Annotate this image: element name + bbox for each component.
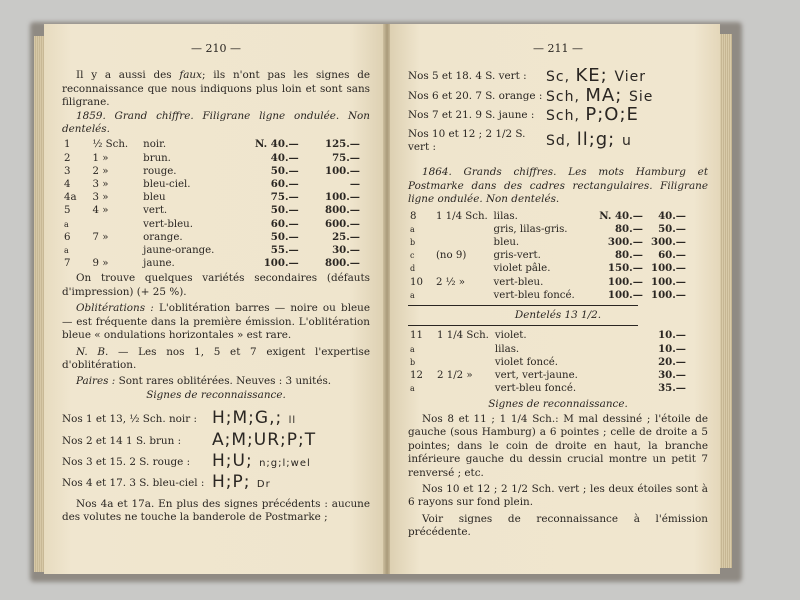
table-cell: 12 [410, 370, 423, 382]
sign-label: Nos 4 et 17. 3 S. bleu-ciel : [62, 477, 205, 490]
table-cell: 20.— [658, 355, 686, 368]
table-cell [605, 343, 636, 356]
handwritten-sign: H;M;G,; ll [212, 408, 297, 429]
table-cell: 2 ½ » [435, 276, 466, 288]
table-cell: rouge. [143, 165, 177, 177]
table-cell: vert, vert-jaune. [494, 370, 578, 382]
signs-paragraph-3: Voir signes de reconnaissance à l'émission précédente. [408, 512, 708, 539]
table-row [62, 231, 362, 244]
table-cell: bleu. [493, 237, 520, 249]
sign-label: Nos 7 et 21. 9 S. jaune : [408, 109, 535, 122]
table-cell [605, 369, 636, 382]
table-cell [434, 223, 492, 236]
table-cell: 300.— [651, 236, 686, 249]
table-cell: 6 [64, 231, 71, 243]
handwritten-sign: Sch, P;O;E [546, 104, 639, 126]
table-cell: 50.— [270, 164, 299, 177]
table-cell: vert-bleu. [143, 218, 193, 230]
sign-row [408, 128, 708, 155]
table-cell [605, 329, 636, 342]
table-cell: jaune-orange. [143, 245, 215, 257]
table-cell: vert-bleu foncé. [493, 289, 575, 301]
stamp-table-1859 [62, 138, 362, 270]
table-cell: a [410, 384, 415, 394]
table-cell: 2 1/2 » [437, 370, 473, 382]
table-cell: 11 [410, 330, 423, 342]
handwritten-sign: H;P; Dr [212, 472, 271, 493]
table-cell: 150.— [607, 262, 643, 275]
table-row [408, 382, 688, 395]
table-cell: 50.— [270, 204, 299, 217]
right-page [390, 24, 720, 574]
table-cell: 75.— [332, 151, 360, 164]
right-page-edges [718, 34, 732, 568]
table-cell [91, 244, 142, 257]
table-cell: 3 [64, 165, 71, 177]
table-cell: noir. [143, 139, 167, 151]
table-cell: 60.— [270, 217, 299, 230]
left-page [44, 24, 384, 574]
table-row [62, 165, 362, 178]
divider [408, 305, 638, 306]
table-row [408, 356, 688, 369]
table-row [62, 244, 362, 257]
table-row [408, 276, 688, 289]
sign-label: Nos 3 et 15. 2 S. rouge : [62, 455, 191, 468]
table-cell: 80.— [614, 249, 643, 262]
table-cell: 75.— [270, 191, 299, 204]
sign-row [408, 84, 708, 106]
table-cell: 4 [64, 179, 71, 191]
table-row [62, 204, 362, 217]
table-cell: lilas. [493, 210, 518, 222]
table-cell: b [410, 238, 416, 248]
table-cell: 80.— [614, 222, 643, 235]
intro-paragraph: Il y a aussi des faux; ils n'ont pas les signes de reconnaissance que nous indiquons plus loin et sont sans filigrane. [62, 69, 370, 109]
table-cell [435, 356, 493, 369]
table-cell [435, 343, 493, 356]
table-cell: jaune. [143, 258, 175, 270]
table-cell: 100.— [607, 275, 643, 288]
table-cell: 10.— [658, 342, 686, 355]
table-cell: 7 [64, 258, 71, 270]
table-cell: 100.— [607, 288, 643, 301]
table-cell: violet. [494, 330, 527, 342]
table-cell: a [410, 344, 415, 354]
table-row [62, 218, 362, 231]
stamp-table-perforated [408, 329, 688, 395]
table-cell: 1 1/4 Sch. [435, 210, 488, 222]
table-cell: bleu [143, 192, 166, 204]
sign-row [408, 104, 708, 126]
table-cell: gris, lilas-gris. [493, 223, 568, 235]
table-cell [435, 382, 493, 395]
signs-title: Signes de reconnaissance. [488, 397, 628, 410]
table-cell: a [64, 246, 69, 256]
signs-list [408, 65, 708, 154]
table-row [408, 249, 688, 262]
table-cell: 4 » [92, 205, 109, 217]
table-cell [605, 382, 636, 395]
sign-label: Nos 1 et 13, ½ Sch. noir : [62, 413, 198, 426]
sign-label: Nos 6 et 20. 7 S. orange : [408, 89, 543, 102]
handwritten-sign: A;M;UR;P;T [212, 429, 317, 450]
nb-paragraph: N. B. — Les nos 1, 5 et 7 exigent l'expertise d'oblitération. [62, 345, 370, 371]
sign-label: Nos 10 et 12 ; 2 1/2 S. vert : [408, 127, 526, 154]
table-cell: — [349, 178, 360, 191]
table-cell: violet pâle. [493, 263, 551, 275]
table-row [408, 236, 688, 249]
table-cell: 35.— [658, 382, 686, 395]
table-cell: 1 [64, 139, 71, 151]
section-heading: 1864. Grands chiffres. Les mots Hamburg et Postmarke dans des cadres rectangulaires. Filigrane ligne ondulée. Non dentelés. [408, 166, 708, 206]
table-cell: 100.— [263, 257, 299, 270]
table-row [62, 191, 362, 204]
sign-label: Nos 2 et 14 1 S. brun : [62, 434, 182, 447]
page-number: — 210 — [191, 42, 241, 55]
sign-row [62, 450, 370, 471]
table-row [408, 369, 688, 382]
subheading: Dentelés 13 1/2. [514, 309, 602, 322]
table-cell: b [410, 357, 416, 367]
stamp-table-1864 [408, 210, 688, 302]
table-cell: 40.— [658, 209, 686, 222]
table-cell [434, 262, 492, 275]
table-cell [91, 218, 142, 231]
handwritten-sign: Sch, MA; Sie [546, 84, 654, 106]
handwritten-sign: Sd, ll;g; u [546, 129, 632, 151]
table-cell: orange. [143, 231, 183, 243]
sign-label: Nos 5 et 18. 4 S. vert : [408, 70, 527, 83]
table-cell: c [410, 251, 415, 261]
table-cell: violet foncé. [494, 356, 559, 368]
table-cell: 25.— [332, 230, 360, 243]
table-cell [605, 356, 636, 369]
table-cell: 100.— [651, 275, 686, 288]
table-cell: a [410, 224, 415, 234]
table-row [408, 289, 688, 302]
table-cell: 100.— [651, 288, 686, 301]
table-cell: 40.— [270, 151, 299, 164]
table-cell: 10 [410, 276, 423, 288]
table-row [62, 152, 362, 165]
sign-row [62, 472, 370, 493]
table-cell: bleu-ciel. [143, 179, 191, 191]
table-cell: ½ Sch. [92, 139, 129, 151]
table-cell: 50.— [270, 230, 299, 243]
table-cell: N. 40.— [599, 209, 643, 222]
table-cell: 9 » [92, 258, 109, 270]
table-row [408, 329, 688, 342]
table-cell: brun. [143, 152, 171, 164]
table-cell: vert-bleu. [493, 276, 544, 288]
table-row [62, 138, 362, 151]
table-cell: d [410, 264, 416, 274]
table-cell: 30.— [332, 244, 360, 257]
signs-paragraph-1: Nos 8 et 11 ; 1 1/4 Sch.: M mal dessiné ; l'étoile de gauche (sous Hamburg) a 6 pointes ; celle de droite a 5 pointes; dans le coin de droite en haut, la branche inférieure gauche du dessin crucial montre un petit 7 renversé ; etc. [408, 412, 708, 479]
table-cell: 60.— [658, 249, 686, 262]
table-cell [434, 236, 492, 249]
divider [408, 325, 638, 326]
table-row [62, 257, 362, 270]
signs-list [62, 408, 370, 493]
table-cell: a [64, 219, 69, 229]
table-cell: 30.— [658, 369, 686, 382]
table-row [408, 223, 688, 236]
table-cell: 4a [64, 192, 77, 204]
table-cell: 7 » [92, 231, 109, 243]
table-cell: (no 9) [435, 250, 467, 262]
table-cell: 1 » [92, 152, 109, 164]
page-number: — 211 — [533, 42, 583, 55]
table-cell [434, 289, 492, 302]
signs-title: Signes de reconnaissance. [146, 388, 286, 401]
pairs-paragraph: Paires : Sont rares oblitérées. Neuves : 3 unités. [76, 375, 332, 388]
table-cell: 2 » [92, 165, 109, 177]
table-cell: 55.— [270, 244, 299, 257]
table-cell: 100.— [651, 262, 686, 275]
table-cell: 10.— [658, 329, 686, 342]
table-cell: 5 [64, 205, 71, 217]
sign-row [408, 65, 708, 87]
table-cell: 2 [64, 152, 71, 164]
signs-paragraph-2: Nos 10 et 12 ; 2 1/2 Sch. vert ; les deux étoiles sont à 6 rayons sur fond plein. [408, 482, 708, 509]
table-cell: vert. [143, 205, 168, 217]
table-cell: 300.— [607, 236, 643, 249]
table-cell: lilas. [494, 343, 520, 355]
sign-row [62, 429, 370, 450]
table-cell: a [410, 290, 415, 300]
footer-paragraph: Nos 4a et 17a. En plus des signes précédents : aucune des volutes ne touche la banderole de Postmarke ; [62, 497, 370, 524]
table-cell: 3 » [92, 179, 109, 191]
handwritten-sign: Sc, KE; Vier [546, 65, 646, 87]
table-row [408, 343, 688, 356]
table-cell: 60.— [270, 178, 299, 191]
table-cell: gris-vert. [493, 250, 541, 262]
table-row [62, 178, 362, 191]
table-cell: 100.— [325, 164, 360, 177]
table-cell: 125.— [325, 138, 360, 151]
sign-row [62, 408, 370, 429]
table-row [408, 262, 688, 275]
table-cell: 3 » [92, 192, 109, 204]
obliterations-paragraph: Oblitérations : L'oblitération barres — noire ou bleue — est fréquente dans la première émission. L'oblitération bleue « ondulations horizontales » est rare. [62, 302, 371, 342]
table-cell: 800.— [325, 257, 360, 270]
table-cell: 800.— [325, 204, 360, 217]
handwritten-sign: H;U; n;g;l;wel [212, 450, 311, 471]
table-cell: vert-bleu foncé. [494, 383, 577, 395]
table-cell: 600.— [325, 217, 360, 230]
section-heading: 1859. Grand chiffre. Filigrane ligne ondulée. Non dentelés. [62, 109, 370, 136]
table-cell: 1 1/4 Sch. [437, 330, 489, 342]
table-cell: 8 [410, 210, 417, 222]
table-row [408, 210, 688, 223]
table-cell: 50.— [658, 222, 686, 235]
varieties-paragraph: On trouve quelques variétés secondaires (défauts d'impression) (+ 25 %). [62, 272, 370, 298]
table-cell: N. 40.— [255, 138, 299, 151]
table-cell: 100.— [325, 191, 360, 204]
